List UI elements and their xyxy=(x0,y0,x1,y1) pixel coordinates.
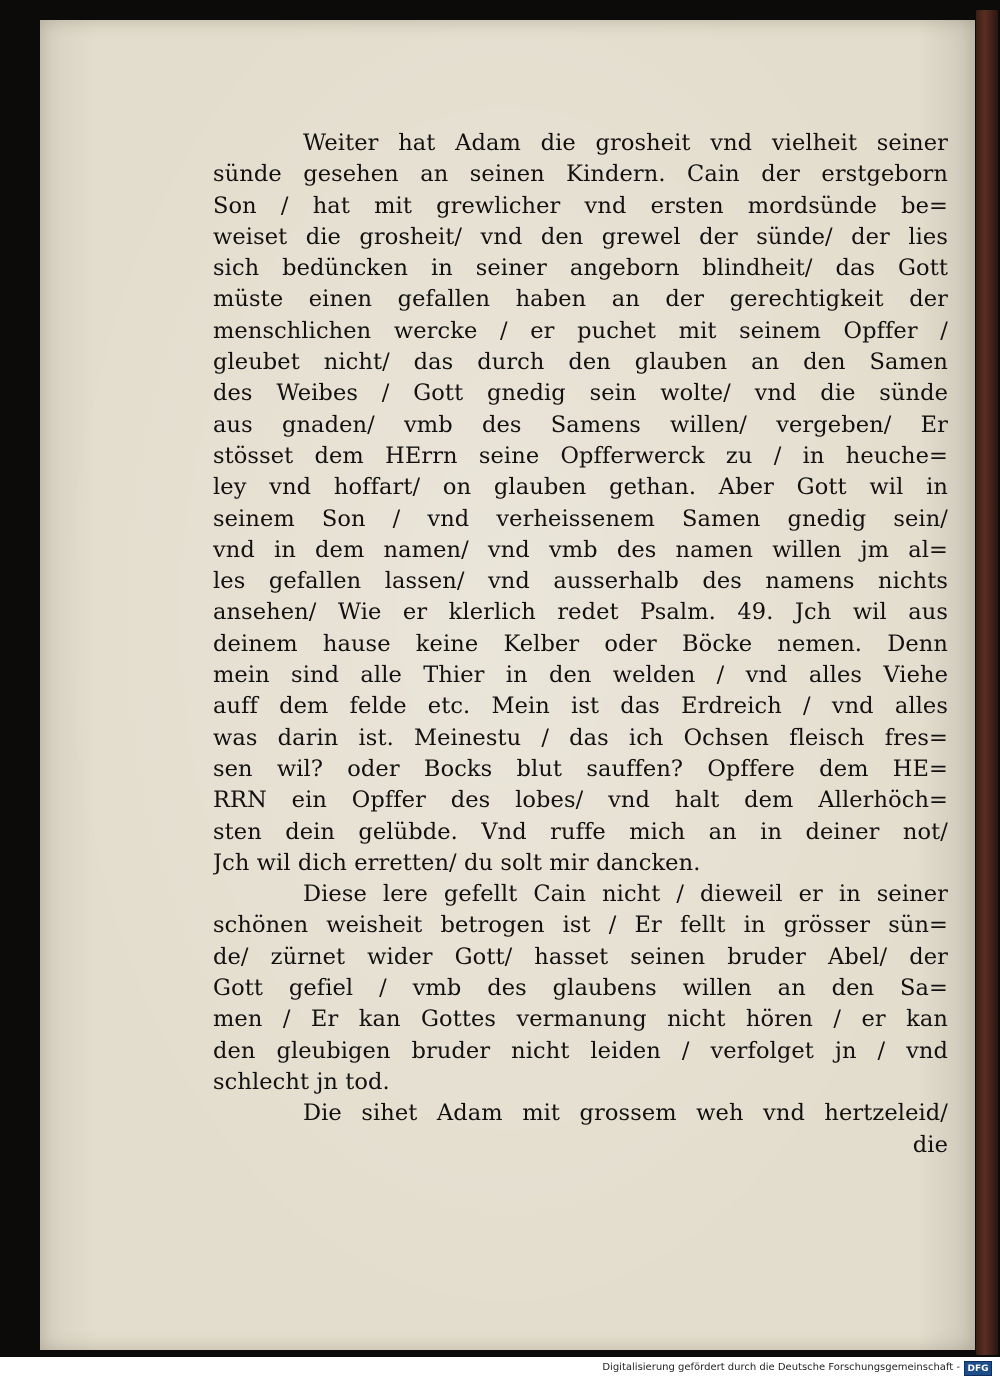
text-line: vnd in dem namen/ vnd vmb des namen willen jm al= xyxy=(213,536,948,563)
text-line: Jch wil dich erretten/ du solt mir dancken. xyxy=(213,849,701,876)
text-line: sich bedüncken in seiner angeborn blindheit/ das Gott xyxy=(213,255,948,282)
text-line: sünde gesehen an seinen Kindern. Cain der erstgeborn xyxy=(213,161,948,188)
page-text xyxy=(213,128,948,1161)
book-page xyxy=(40,20,975,1350)
book-edge xyxy=(976,10,998,1355)
text-line: menschlichen wercke / er puchet mit seinem Opffer / xyxy=(213,317,948,344)
text-line: seinem Son / vnd verheissenem Samen gnedig sein/ xyxy=(213,505,948,532)
text-line: was darin ist. Meinestu / das ich Ochsen fleisch fres= xyxy=(213,724,948,751)
text-line: ley vnd hoffart/ on glauben gethan. Aber Gott wil in xyxy=(213,474,948,501)
text-line: den gleubigen bruder nicht leiden / verfolget jn / vnd xyxy=(213,1037,948,1064)
text-line: schönen weisheit betrogen ist / Er fellt in grösser sün= xyxy=(213,912,948,939)
text-line: weiset die grosheit/ vnd den grewel der sünde/ der lies xyxy=(213,223,948,250)
text-line: auff dem felde etc. Mein ist das Erdreich / vnd alles xyxy=(213,693,948,720)
catchword: die xyxy=(912,1131,948,1158)
text-line: de/ zürnet wider Gott/ hasset seinen bruder Abel/ der xyxy=(213,943,948,970)
text-line: deinem hause keine Kelber oder Böcke nemen. Denn xyxy=(213,630,948,657)
text-line: schlecht jn tod. xyxy=(213,1068,390,1095)
footer-bar xyxy=(0,1357,1000,1383)
text-line: mein sind alle Thier in den welden / vnd alles Viehe xyxy=(213,662,948,689)
text-line: RRN ein Opffer des lobes/ vnd halt dem Allerhöch= xyxy=(213,787,948,814)
footer-credit: Digitalisierung gefördert durch die Deutsche Forschungsgemeinschaft - xyxy=(602,1362,960,1373)
text-line: aus gnaden/ vmb des Samens willen/ vergeben/ Er xyxy=(213,411,948,438)
text-line: sen wil? oder Bocks blut sauffen? Opffere dem HE= xyxy=(213,755,948,782)
text-line: les gefallen lassen/ vnd ausserhalb des namens nichts xyxy=(213,568,948,595)
text-line: men / Er kan Gottes vermanung nicht hören / er kan xyxy=(213,1006,948,1033)
dfg-logo-icon: DFG xyxy=(964,1361,992,1376)
text-line: stösset dem HErrn seine Opfferwerck zu / in heuche= xyxy=(213,442,948,469)
text-line: des Weibes / Gott gnedig sein wolte/ vnd die sünde xyxy=(213,380,948,407)
text-line: ansehen/ Wie er klerlich redet Psalm. 49. Jch wil aus xyxy=(213,599,948,626)
text-line: sten dein gelübde. Vnd ruffe mich an in deiner not/ xyxy=(213,818,948,845)
text-line: Gott gefiel / vmb des glaubens willen an den Sa= xyxy=(213,975,948,1002)
text-line: Weiter hat Adam die grosheit vnd vielheit seiner xyxy=(303,130,948,156)
text-line: gleubet nicht/ das durch den glauben an den Samen xyxy=(213,349,948,376)
text-line: Die sihet Adam mit grossem weh vnd hertzeleid/ xyxy=(303,1100,948,1127)
text-line: Diese lere gefellt Cain nicht / dieweil er in seiner xyxy=(303,881,948,908)
text-line: müste einen gefallen haben an der gerechtigkeit der xyxy=(213,286,948,313)
text-line: Son / hat mit grewlicher vnd ersten mordsünde be= xyxy=(213,192,948,219)
